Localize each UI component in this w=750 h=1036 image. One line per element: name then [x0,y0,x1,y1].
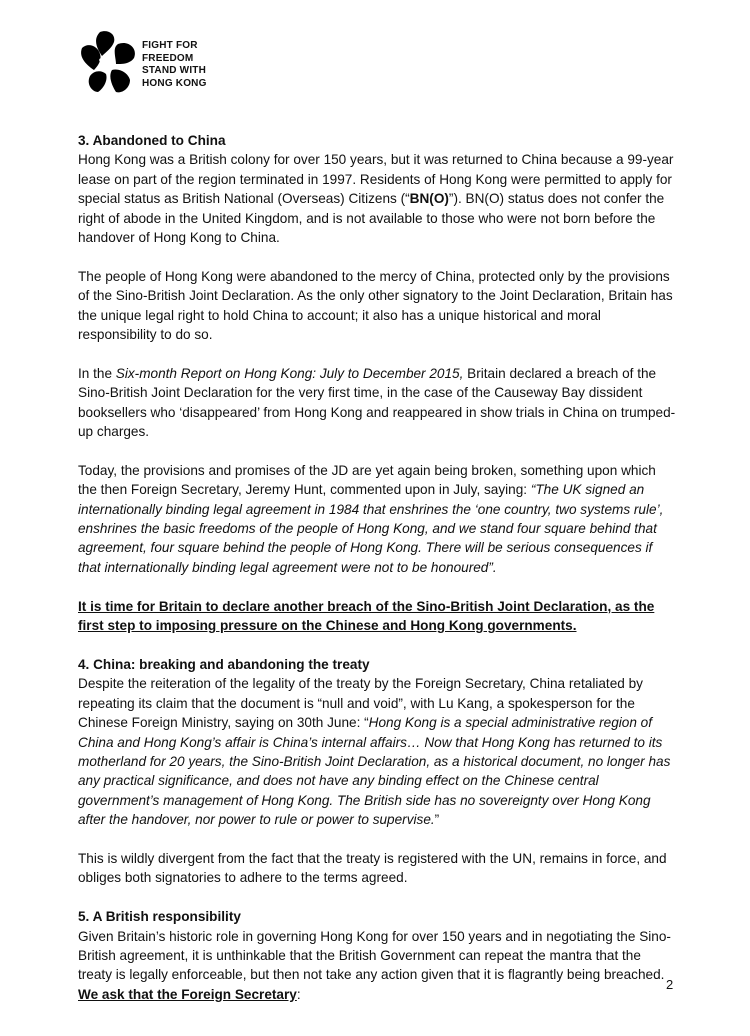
section-4-paragraph-1 [78,674,678,829]
logo-line-3: STAND WITH [142,65,207,76]
text-run: Today, the provisions and promises of the JD are yet again being broken, something upon which the then Foreign Secretary, Jeremy Hunt, commented upon in July, saying: [78,462,656,498]
text-run: Hong Kong was a British colony for over 150 years, but it was returned to China because a 99-year lease on part of the region terminated in 1997. Residents of Hong Kong were permitted to apply for special status as British National (Overseas) Citizens (“ [78,152,674,207]
section-4-paragraph-2: This is wildly divergent from the fact that the treaty is registered with the UN, remains in force, and obliges both signatories to adhere to the terms agreed. [78,850,667,886]
section-3-paragraph-1 [78,150,678,247]
request-lead: We ask that the Foreign Secretary [78,986,297,1002]
section-5-heading: 5. A British responsibility [78,909,241,925]
section-3-paragraph-3 [78,364,678,442]
text-run: Britain declared a breach of the Sino-British Joint Declaration for the very first time, in the case of the Causeway Bay dissident booksellers who ‘disappeared’ from Hong Kong and reappeared in show trials in China on trumped-up charges. [78,365,676,440]
hunt-quote: “The UK signed an internationally binding legal agreement in 1984 that enshrines the ‘one country, two systems rule’, enshrines the basic freedoms of the people of Hong Kong, and we stand four square behind that agreement, four square behind the people of Hong Kong. There will be serious consequences if that internationally binding legal agreement were not to be honoured”. [78,482,664,575]
text-run: ” [434,812,440,828]
section-5-paragraph-1: Given Britain’s historic role in governing Hong Kong for over 150 years and in negotiating the Sino-British agreement, it is unthinkable that the British Government can repeat the mantra that the treaty is legally enforceable, but then not take any action given that it is flagrantly being breached. [78,928,671,983]
bno-bold: BN(O) [409,191,449,207]
call-to-action: It is time for Britain to declare another breach of the Sino-British Joint Declaration, as the first step to imposing pressure on the Chinese and Hong Kong governments. [78,598,655,634]
section-4-heading: 4. China: breaking and abandoning the treaty [78,656,370,672]
text-run: In the [78,365,116,381]
logo-line-1: FIGHT FOR [142,40,198,51]
logo-wordmark [142,40,242,90]
section-3-paragraph-4 [78,461,678,577]
bauhinia-flower-icon [78,30,138,96]
request-line [78,985,678,1004]
text-run: ”). BN(O) status does not confer the right of abode in the United Kingdom, and is not available to those who were not born before the handover of Hong Kong to China. [78,191,665,246]
logo-line-4: HONG KONG [142,77,207,89]
organization-logo [78,30,238,104]
document-body [78,131,678,1004]
report-title: Six-month Report on Hong Kong: July to December 2015, [115,365,464,381]
section-3-heading: 3. Abandoned to China [78,133,226,148]
request-colon: : [296,986,301,1002]
page-number: 2 [666,977,674,992]
logo-line-2: FREEDOM [142,52,194,64]
section-3-paragraph-2: The people of Hong Kong were abandoned to the mercy of China, protected only by the provisions of the Sino-British Joint Declaration. As the only other signatory to the Joint Declaration, Britain has the unique legal right to hold China to account; it also has a unique historical and moral responsibility to do so. [78,268,673,343]
lu-kang-quote: Hong Kong is a special administrative region of China and Hong Kong’s affair is China’s internal affairs… Now that Hong Kong has returned to its motherland for 20 years, the Sino-British Joint Declaration, as a historical document, no longer has any practical significance, and does not have any binding effect on the Chinese central government’s management of Hong Kong. The British side has no sovereignty over Hong Kong after the handover, nor power to rule or power to supervise. [78,715,671,828]
text-run: Despite the reiteration of the legality of the treaty by the Foreign Secretary, China retaliated by repeating its claim that the document is “null and void”, with Lu Kang, a spokesperson for the Chinese Foreign Ministry, saying on 30th June: “ [78,676,643,731]
